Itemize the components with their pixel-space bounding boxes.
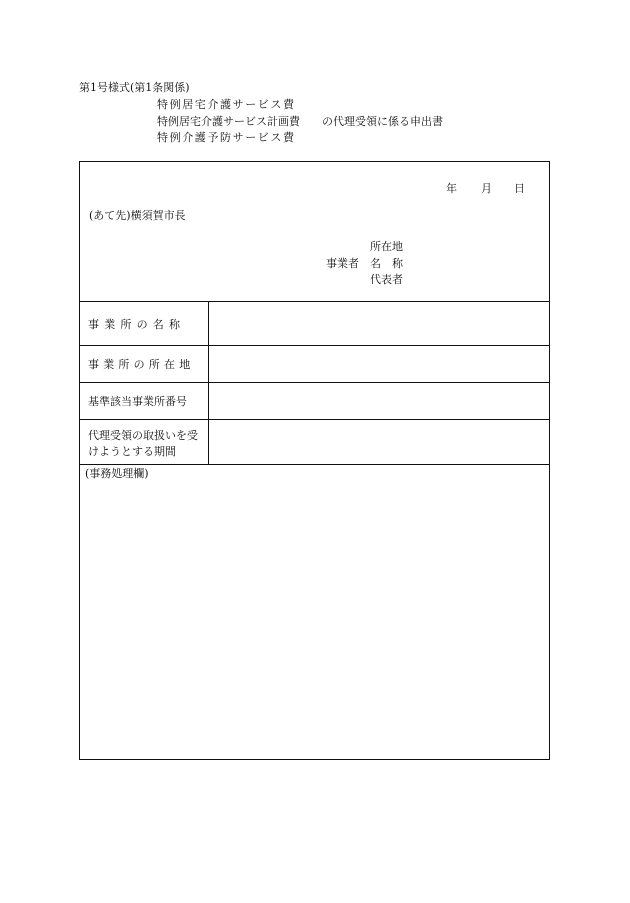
application-form bbox=[79, 161, 550, 760]
applicant-address-label: 所在地 bbox=[370, 240, 403, 253]
form-title-line-1: 特例居宅介護サービス費 bbox=[157, 98, 296, 111]
form-title-suffix: の代理受領に係る申出書 bbox=[322, 115, 443, 128]
divider-row-1 bbox=[80, 345, 549, 346]
row-label-period-line-1: 代理受領の取扱いを受 bbox=[88, 429, 198, 442]
label-column-divider bbox=[208, 301, 209, 464]
form-number: 第1号様式(第1条関係) bbox=[79, 81, 190, 94]
row-label-office-name: 事業所の名称 bbox=[88, 318, 186, 331]
date-day-label: 日 bbox=[514, 182, 525, 195]
applicant-role-label: 事業者 bbox=[326, 257, 359, 270]
addressee: (あて先)横須賀市長 bbox=[89, 209, 186, 222]
divider-header bbox=[80, 301, 549, 302]
applicant-name-label: 名 称 bbox=[370, 257, 403, 270]
divider-office-use bbox=[80, 464, 549, 465]
row-label-period-line-2: けようとする期間 bbox=[88, 445, 176, 458]
date-month-label: 月 bbox=[481, 182, 492, 195]
form-title-line-3: 特例介護予防サービス費 bbox=[157, 131, 296, 144]
divider-row-2 bbox=[80, 382, 549, 383]
row-label-office-address: 事業所の所在地 bbox=[88, 358, 195, 371]
applicant-representative-label: 代表者 bbox=[370, 273, 403, 286]
divider-row-3 bbox=[80, 419, 549, 420]
office-use-label: (事務処理欄) bbox=[85, 467, 149, 480]
date-year-label: 年 bbox=[446, 182, 457, 195]
form-title-line-2: 特例居宅介護サービス計画費 bbox=[157, 115, 300, 128]
row-label-office-number: 基準該当事業所番号 bbox=[88, 395, 187, 408]
